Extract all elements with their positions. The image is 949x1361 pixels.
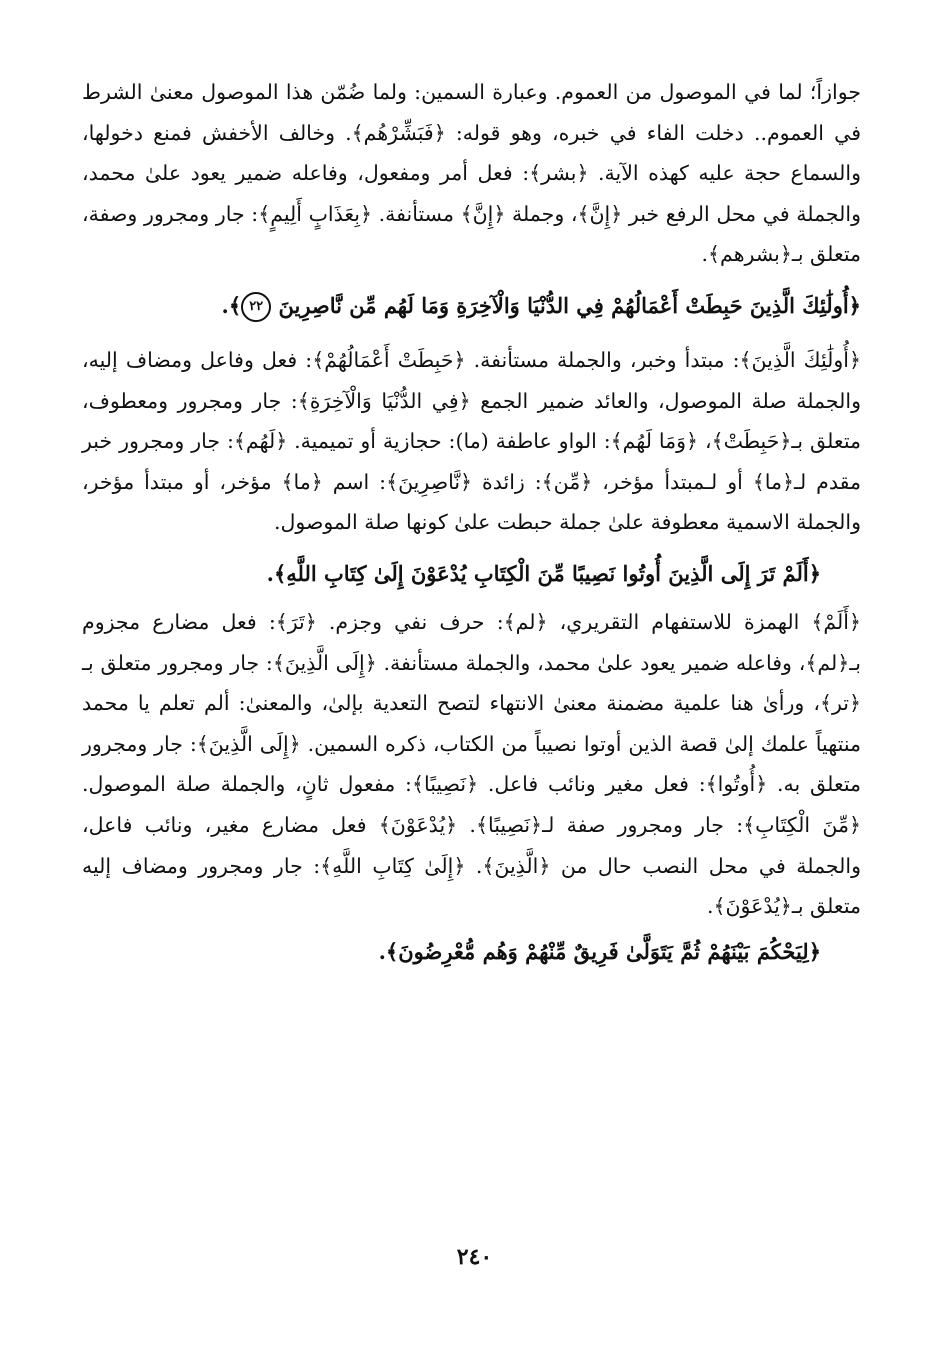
quran-verse-2: ﴿أَلَمْ تَرَ إِلَى الَّذِينَ أُوتُوا نَصِيبًا مِّنَ الْكِتَابِ يُدْعَوْنَ إِلَىٰ كِتَابِ اللَّهِ﴾. [266, 560, 821, 586]
commentary-paragraph-2: ﴿أُولَٰئِكَ الَّذِينَ﴾: مبتدأ وخبر، والجملة مستأنفة. ﴿حَبِطَتْ أَعْمَالُهُمْ﴾: فعل وفاعل ومضاف إليه، والجملة صلة الموصول، والعائد ضمير الجمع ﴿فِي الدُّنْيَا وَالْآخِرَةِ﴾: جار ومجرور ومعطوف، متعلق بـ﴿حَبِطَتْ﴾، ﴿وَمَا لَهُم﴾: الواو عاطفة (ما): حجازية أو تميمية. ﴿لَهُم﴾: جار ومجرور خبر مقدم لـ﴿ما﴾ أو لـمبتدأ مؤخر، ﴿مِّن﴾: زائدة ﴿نَّاصِرِينَ﴾: اسم ﴿ما﴾ مؤخر، أو مبتدأ مؤخر، والجملة الاسمية معطوفة علىٰ جملة حبطت علىٰ كونها صلة الموصول. [82, 347, 861, 535]
verse-1-text: ﴿أُولَٰئِكَ الَّذِينَ حَبِطَتْ أَعْمَالُهُمْ فِي الدُّنْيَا وَالْآخِرَةِ وَمَا لَهُم مِّن نَّاصِرِينَ [278, 292, 861, 318]
commentary-paragraph-1: جوازاً؛ لما في الموصول من العموم. وعبارة السمين: ولما ضُمّن هذا الموصول معنىٰ الشرط في العموم.. دخلت الفاء في خبره، وهو قوله: ﴿فَبَشِّرْهُم﴾. وخالف الأخفش فمنع دخولها، والسماع حجة عليه كهذه الآية. ﴿بشر﴾: فعل أمر ومفعول، وفاعله ضمير يعود علىٰ محمد، والجملة في محل الرفع خبر ﴿إِنَّ﴾، وجملة ﴿إِنَّ﴾ مستأنفة. ﴿بِعَذَابٍ أَلِيمٍ﴾: جار ومجرور وصفة، متعلق بـ﴿بشرهم﴾. [82, 80, 861, 267]
page-number: ٢٤٠ [456, 1244, 493, 1270]
quran-verse-3: ﴿لِيَحْكُمَ بَيْنَهُمْ ثُمَّ يَتَوَلَّىٰ فَرِيقٌ مِّنْهُمْ وَهُم مُّعْرِضُونَ﴾. [378, 938, 821, 964]
verse-1-closing: ﴾. [221, 292, 242, 318]
commentary-paragraph-3: ﴿أَلَمْ﴾ الهمزة للاستفهام التقريري، ﴿لم﴾: حرف نفي وجزم. ﴿تَرَ﴾: فعل مضارع مجزوم بـ﴿لم﴾، وفاعله ضمير يعود علىٰ محمد، والجملة مستأنفة. ﴿إِلَى الَّذِينَ﴾: جار ومجرور متعلق بـ ﴿تر﴾، ورأىٰ هنا علمية مضمنة معنىٰ الانتهاء لتصح التعدية بإلىٰ، والمعنىٰ: ألم تعلم يا محمد منتهياً علمك إلىٰ قصة الذين أوتوا نصيباً من الكتاب، ذكره السمين. ﴿إِلَى الَّذِينَ﴾: جار ومجرور متعلق به. ﴿أُوتُوا﴾: فعل مغير ونائب فاعل. ﴿نَصِيبًا﴾: مفعول ثانٍ، والجملة صلة الموصول. ﴿مِّنَ الْكِتَابِ﴾: جار ومجرور صفة لـ﴿نَصِيبًا﴾. ﴿يُدْعَوْنَ﴾ فعل مضارع مغير، ونائب فاعل، والجملة في محل النصب حال من ﴿الَّذِينَ﴾. ﴿إِلَىٰ كِتَابِ اللَّهِ﴾: جار ومجرور ومضاف إليه متعلق بـ﴿يُدْعَوْنَ﴾. [82, 609, 861, 919]
quran-verse-1 [82, 285, 861, 326]
ayah-number-marker: ٢٢ [241, 292, 271, 322]
